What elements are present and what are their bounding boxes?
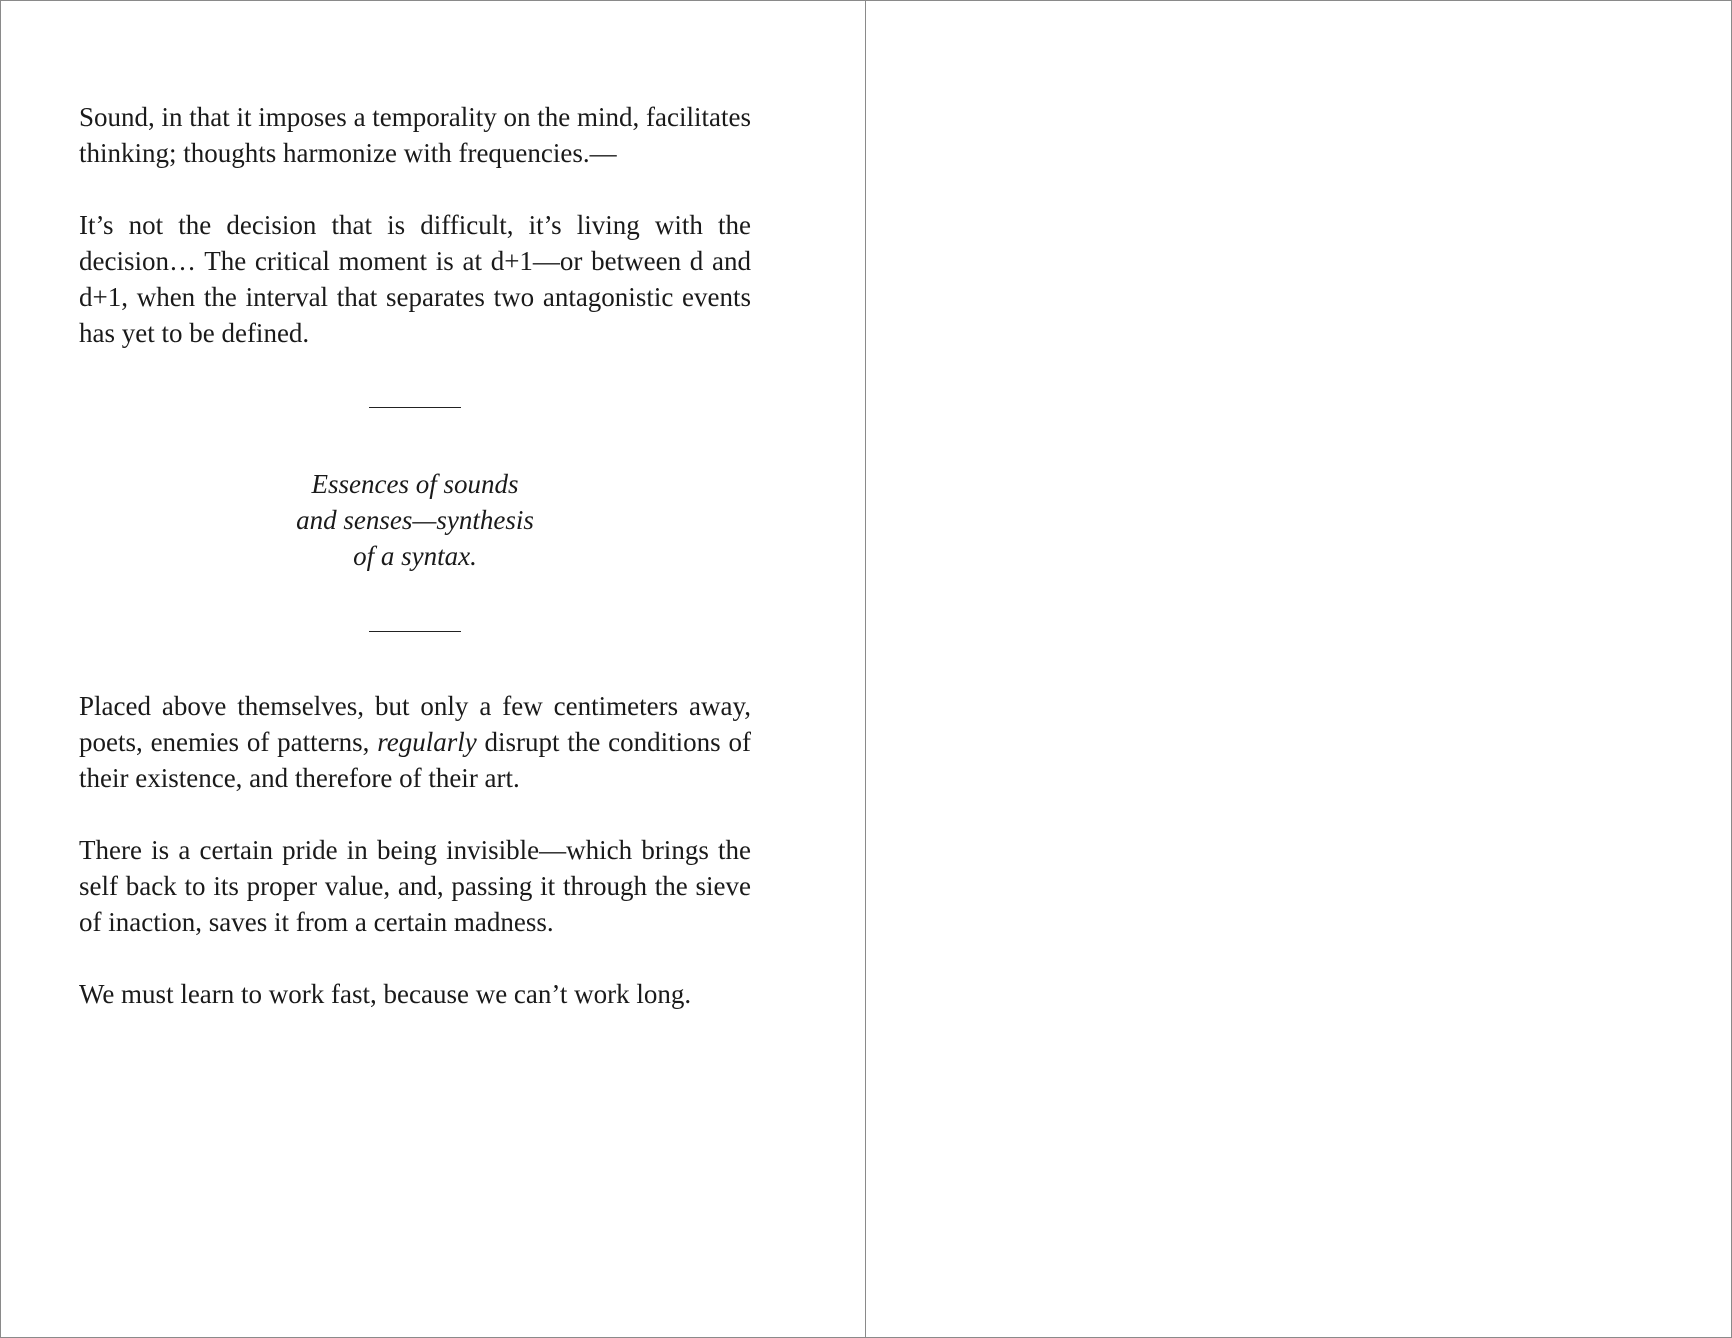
epigraph-line: Essences of sounds bbox=[311, 469, 519, 499]
left-page-text bbox=[79, 99, 751, 1012]
paragraph-poets bbox=[79, 688, 751, 796]
section-rule-bottom bbox=[369, 631, 461, 632]
paragraph-poets-emphasis: regularly bbox=[377, 727, 477, 757]
paragraph-sound: Sound, in that it imposes a temporality on the mind, facilitates thinking; thoughts harmonize with frequencies.— bbox=[79, 102, 751, 168]
epigraph-line: and senses—synthesis bbox=[296, 505, 534, 535]
left-page bbox=[1, 1, 866, 1337]
paragraph-poets-end: disrupt the conditions of their existence, and therefore of their art. bbox=[79, 727, 751, 793]
paragraph-decision: It’s not the decision that is difficult, it’s living with the decision… The critical moment is at d+1—or between d and d+1, when the interval that separates two antagonistic events has yet to be defined. bbox=[79, 210, 751, 348]
epigraph-line: of a syntax. bbox=[353, 541, 477, 571]
section-rule-top bbox=[369, 407, 461, 408]
paragraph-work-fast: We must learn to work fast, because we can’t work long. bbox=[79, 979, 692, 1009]
right-page bbox=[866, 1, 1731, 1337]
epigraph bbox=[79, 466, 751, 574]
paragraph-poets-start: Placed above themselves, but only a few centimeters away, poets, enemies of patterns, bbox=[79, 691, 751, 757]
paragraph-invisible: There is a certain pride in being invisible—which brings the self back to its proper value, and, passing it through the sieve of inaction, saves it from a certain madness. bbox=[79, 835, 751, 937]
